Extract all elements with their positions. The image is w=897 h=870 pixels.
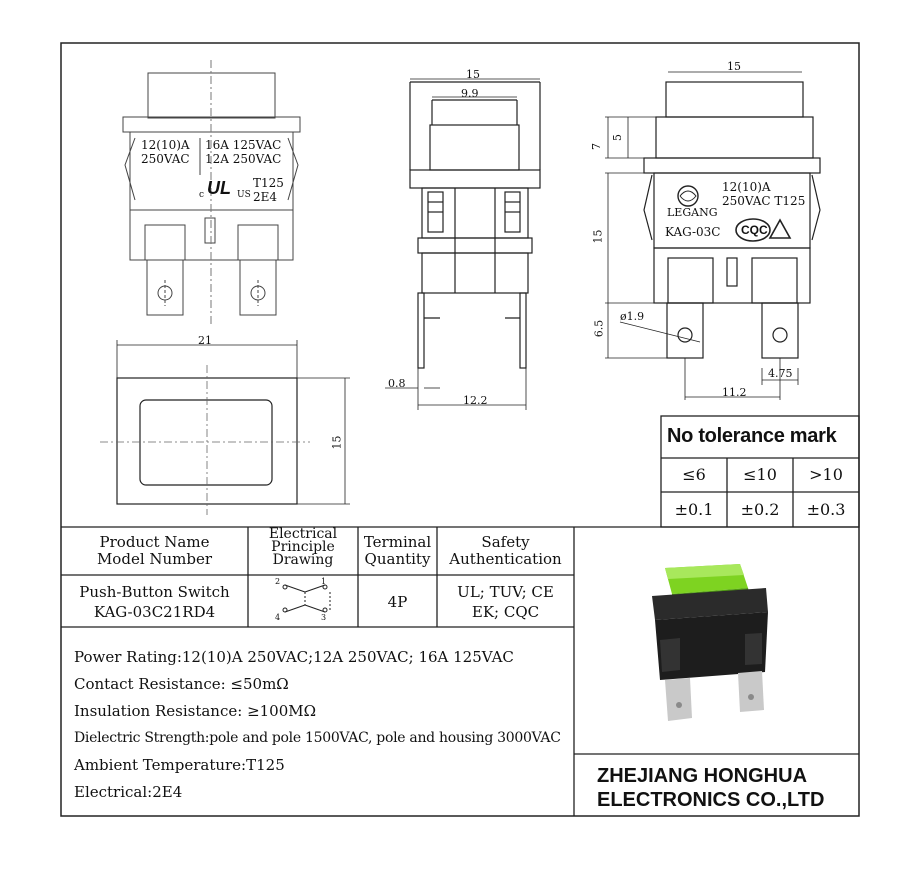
company-line2: ELECTRONICS CO.,LTD bbox=[597, 789, 825, 811]
right-brand-label: LEGANG bbox=[667, 206, 718, 219]
header-electrical-line1: Electrical bbox=[268, 526, 338, 542]
header-product-line2: Model Number bbox=[96, 550, 213, 568]
front-rating-left bbox=[141, 138, 190, 166]
right-hole-dia-dim: ø1.9 bbox=[620, 310, 645, 323]
header-electrical-line3: Drawing bbox=[272, 552, 334, 568]
cutout-width-dim: 21 bbox=[198, 334, 212, 347]
spec-dielectric-strength: Dielectric Strength:pole and pole 1500VAC, pole and housing 3000VAC bbox=[74, 730, 561, 746]
tolerance-header-le10: ≤10 bbox=[743, 465, 777, 484]
right-rating-line1: 12(10)A bbox=[722, 180, 771, 194]
row-product-name: Push-Button Switch bbox=[79, 583, 230, 601]
cutout-view bbox=[100, 340, 350, 515]
row-safety bbox=[437, 582, 574, 622]
header-safety-line2: Authentication bbox=[449, 550, 562, 568]
company-name bbox=[597, 764, 824, 812]
right-rating-label bbox=[722, 180, 805, 208]
front-rating-right-line1: 16A 125VAC bbox=[205, 138, 282, 152]
row-safety-line2: EK; CQC bbox=[471, 603, 540, 621]
header-electrical bbox=[248, 528, 358, 567]
ul-mark-icon: UL bbox=[207, 178, 231, 198]
front-rating-right bbox=[205, 138, 281, 166]
tolerance-value-2: ±0.2 bbox=[740, 500, 780, 519]
schematic-pin-2: 2 bbox=[275, 577, 281, 586]
tolerance-value-1: ±0.1 bbox=[674, 500, 714, 519]
cqc-icon: CQC bbox=[741, 223, 768, 237]
side-pin-span-dim: 12.2 bbox=[463, 394, 488, 407]
schematic-pin-1: 1 bbox=[321, 577, 327, 586]
tolerance-value-3: ±0.3 bbox=[806, 500, 846, 519]
cutout-height-dim: 15 bbox=[330, 435, 344, 450]
header-terminal bbox=[358, 534, 437, 568]
right-pin-span-dim: 11.2 bbox=[722, 386, 747, 399]
header-terminal-line2: Quantity bbox=[364, 550, 431, 568]
row-model-number: KAG-03C21RD4 bbox=[93, 603, 216, 621]
schematic-pin-3: 3 bbox=[321, 613, 327, 622]
front-rating-left-line1: 12(10)A bbox=[141, 138, 190, 152]
product-photo bbox=[652, 564, 768, 721]
header-terminal-line1: Terminal bbox=[363, 533, 432, 551]
row-terminal: 4P bbox=[387, 593, 408, 611]
tolerance-header-le6: ≤6 bbox=[682, 465, 706, 484]
ul-c-label: c bbox=[199, 190, 205, 200]
right-model-label: KAG-03C bbox=[665, 225, 721, 239]
spec-power-rating: Power Rating:12(10)A 250VAC;12A 250VAC; 16A 125VAC bbox=[74, 648, 514, 666]
front-cert-line2: 2E4 bbox=[253, 190, 278, 204]
right-rating-line2: 250VAC T125 bbox=[722, 194, 806, 208]
right-head-height-dim: 7 bbox=[590, 143, 603, 150]
spec-contact-resistance: Contact Resistance: ≤50mΩ bbox=[74, 675, 289, 693]
spec-insulation-resistance: Insulation Resistance: ≥100MΩ bbox=[74, 702, 317, 720]
header-electrical-line2: Principle bbox=[271, 539, 335, 555]
tolerance-title: No tolerance mark bbox=[667, 425, 837, 447]
right-top-width-dim: 15 bbox=[727, 60, 741, 73]
row-safety-line1: UL; TUV; CE bbox=[457, 583, 554, 601]
right-body-height-dim: 15 bbox=[591, 229, 605, 244]
right-cap-height-dim: 5 bbox=[611, 134, 624, 141]
spec-electrical: Electrical:2E4 bbox=[74, 783, 183, 801]
side-top-width-dim: 15 bbox=[466, 68, 480, 81]
front-cert-line1: T125 bbox=[253, 176, 284, 190]
company-line1: ZHEJIANG HONGHUA bbox=[597, 765, 808, 787]
header-safety bbox=[437, 534, 574, 568]
schematic-pin-4: 4 bbox=[275, 613, 281, 622]
header-safety-line1: Safety bbox=[481, 533, 530, 551]
right-pin-width-dim: 4.75 bbox=[768, 367, 793, 380]
front-rating-left-line2: 250VAC bbox=[141, 152, 190, 166]
electrical-schematic bbox=[283, 585, 330, 612]
header-product-line1: Product Name bbox=[99, 533, 210, 551]
side-pin-thickness-dim: 0.8 bbox=[388, 377, 406, 390]
front-rating-right-line2: 12A 250VAC bbox=[205, 152, 282, 166]
side-view bbox=[385, 79, 540, 410]
tolerance-header-gt10: >10 bbox=[809, 465, 843, 484]
row-product bbox=[61, 582, 248, 622]
side-inner-width-dim: 9.9 bbox=[461, 87, 479, 100]
spec-ambient-temperature: Ambient Temperature:T125 bbox=[74, 756, 285, 774]
ul-us-label: US bbox=[237, 190, 251, 200]
front-cert bbox=[253, 176, 284, 204]
right-pin-height-dim: 6.5 bbox=[592, 319, 606, 338]
header-product-name bbox=[61, 534, 248, 568]
